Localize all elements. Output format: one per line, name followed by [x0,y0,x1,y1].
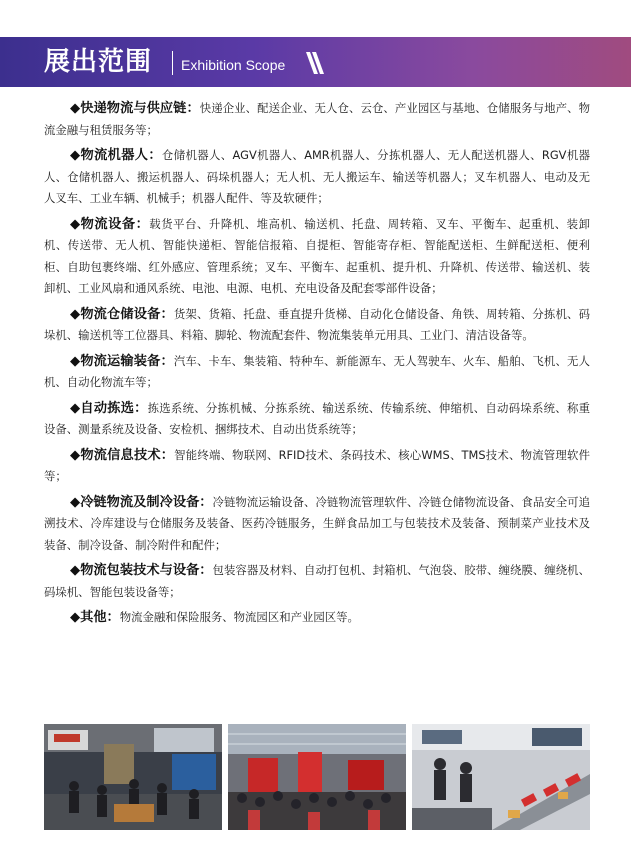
exhibition-crowd-photo-2 [228,724,406,830]
item-text: 物流金融和保险服务、物流园区和产业园区等。 [119,610,359,624]
item-heading: ◆冷链物流及制冷设备： [70,494,213,510]
exhibition-hall-photo-1 [44,724,222,830]
item-text: 载货平台、升降机、堆高机、输送机、托盘、周转箱、叉车、平衡车、起重机、装卸机、传送带、无人机、智能快递柜、智能信报箱、自提柜、智能寄存柜、智能配送柜、生鲜配送柜、便利柜、自助包裹终端、红外感应、管理系统；叉车、平衡车、起重机、提升机、升降机、传送带、输送机、装卸机、工业风扇和通风系统、电池、电源、电机、充电设备及配套零部件设备； [44,216,590,295]
item-text: 快递企业、配送企业、无人仓、云仓、产业园区与基地、仓储服务与地产、物流金融与租赁服务等； [44,101,590,137]
item-text: 冷链物流运输设备、冷链物流管理软件、冷链仓储物流设备、食品安全可追溯技术、冷库建设与仓储服务及装备、医药冷链服务，生鲜食品加工与包装技术及装备、预制菜产业技术及装备、制冷设备、制冷附件和配件； [44,494,590,552]
list-item [44,145,590,210]
list-item [44,98,590,141]
list-item [44,607,590,629]
item-heading: ◆物流信息技术： [70,447,175,463]
item-heading: ◆其他： [70,610,120,625]
item-heading: ◆物流运输装备： [70,353,174,369]
item-heading: ◆物流仓储设备： [70,306,174,322]
section-title: 展出范围 [44,47,153,77]
scope-list [44,98,590,633]
item-heading: ◆物流包装技术与设备： [70,563,213,578]
item-text: 拣选系统、分拣机械、分拣系统、输送系统、传输系统、伸缩机、自动码垛系统、称重设备、测量系统及设备、安检机、捆绑技术、自动出货系统等； [44,400,590,436]
list-item [44,560,590,603]
list-item [44,492,590,557]
list-item [44,351,590,394]
list-item [44,398,590,441]
item-heading: ◆自动拣选： [70,400,148,416]
double-slash-icon [304,50,326,76]
item-heading: ◆快递物流与供应链： [70,101,200,116]
item-text: 汽车、卡车、集装箱、特种车、新能源车、无人驾驶车、火车、船舶、飞机、无人机、自动化物流车等； [44,353,590,389]
item-heading: ◆物流机器人： [70,148,162,163]
item-text: 包装容器及材料、自动打包机、封箱机、气泡袋、胶带、缠绕膜、缠绕机、码垛机、智能包装设备等； [44,563,590,599]
item-text: 仓储机器人、AGV机器人、AMR机器人、分拣机器人、无人配送机器人、RGV机器人、仓储机器人、搬运机器人、码垛机器人；无人机、无人搬运车、输送等机器人；叉车机器人、电动及无人叉车、工业车辆、机械手；机器人配件、等及软硬件； [44,148,590,205]
item-text: 智能终端、物联网、RFID技术、条码技术、核心WMS、TMS技术、物流管理软件等； [44,447,590,483]
exhibition-conveyor-photo-3 [412,724,590,830]
list-item [44,445,590,488]
list-item [44,304,590,347]
photo-strip [44,724,590,830]
item-heading: ◆物流设备： [70,216,150,232]
list-item [44,214,590,300]
section-subtitle: Exhibition Scope [181,57,286,73]
title-divider [172,51,173,75]
item-text: 货架、货箱、托盘、垂直提升货梯、自动化仓储设备、角铁、周转箱、分拣机、码垛机、输送机等工位器具、料箱、脚轮、物流配套件、物流集装单元用具、工业门、清洁设备等。 [44,306,590,342]
